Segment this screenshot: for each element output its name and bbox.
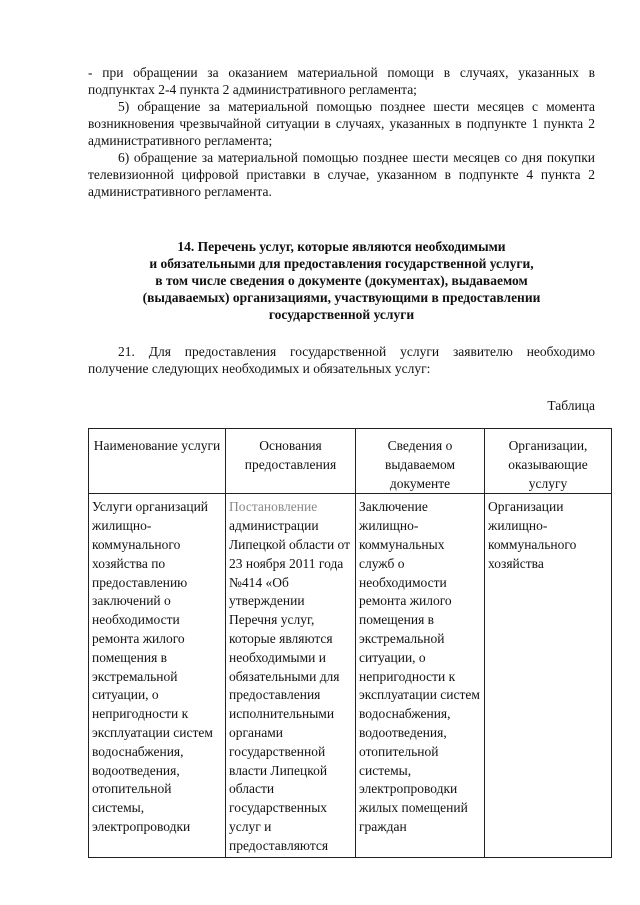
section-heading bbox=[88, 238, 595, 323]
heading-line: 14. Перечень услуг, которые являются необходимыми bbox=[177, 239, 506, 254]
table-row bbox=[89, 494, 612, 858]
paragraph-bullet: - при обращении за оказанием материальной помощи в случаях, указанных в подпунктах 2-4 пункта 2 административного регламента; bbox=[88, 65, 595, 97]
header-organizations: Организации, оказывающие услугу bbox=[485, 429, 612, 494]
paragraph-item-6: 6) обращение за материальной помощью позднее шести месяцев со дня покупки телевизионной цифровой приставки в случае, указанном в подпункте 4 пункта 2 административного регламента. bbox=[88, 150, 595, 199]
header-service-name: Наименование услуги bbox=[89, 429, 226, 494]
header-basis: Основания предоставления bbox=[226, 429, 356, 494]
paragraph-21: 21. Для предоставления государственной услуги заявителю необходимо получение следующих необходимых и обязательных услуг: bbox=[88, 344, 595, 376]
paragraph-item-5: 5) обращение за материальной помощью позднее шести месяцев с момента возникновения чрезвычайной ситуации в случаях, указанных в подпункте 1 пункта 2 административного регламента; bbox=[88, 99, 595, 148]
cell-service: Услуги организаций жилищно-коммунального хозяйства по предоставлению заключений о необходимости ремонта жилого помещения в экстремальной ситуации, о непригодности к эксплуатации систем водоснабжения, водоотведения, отопительной системы, электропроводки bbox=[89, 494, 226, 858]
basis-rest: администрации Липецкой области от 23 ноября 2011 года №414 «Об утверждении Перечня услуг, которые являются необходимыми и обязательными для предоставления исполнительными органами государственной власти Липецкой области государственных услуг и предоставляются bbox=[229, 518, 351, 853]
heading-line: (выдаваемых) организациями, участвующими в предоставлении bbox=[142, 290, 541, 305]
cell-basis bbox=[226, 494, 356, 858]
services-table bbox=[88, 428, 612, 858]
heading-line: государственной услуги bbox=[268, 307, 415, 322]
heading-line: в том числе сведения о документе (документах), выдаваемом bbox=[155, 273, 528, 288]
cell-organization: Организации жилищно-коммунального хозяйства bbox=[485, 494, 612, 858]
table-label: Таблица bbox=[547, 398, 595, 413]
heading-line: и обязательными для предоставления государственной услуги, bbox=[149, 256, 534, 271]
header-document: Сведения о выдаваемом документе bbox=[356, 429, 485, 494]
table-header-row bbox=[89, 429, 612, 494]
cell-document: Заключение жилищно-коммунальных служб о необходимости ремонта жилого помещения в экстремальной ситуации, о непригодности к эксплуатации систем водоснабжения, водоотведения, отопительной системы, электропроводки жилых помещений граждан bbox=[356, 494, 485, 858]
basis-first-word: Постановление bbox=[229, 499, 318, 515]
document-page bbox=[88, 64, 595, 858]
